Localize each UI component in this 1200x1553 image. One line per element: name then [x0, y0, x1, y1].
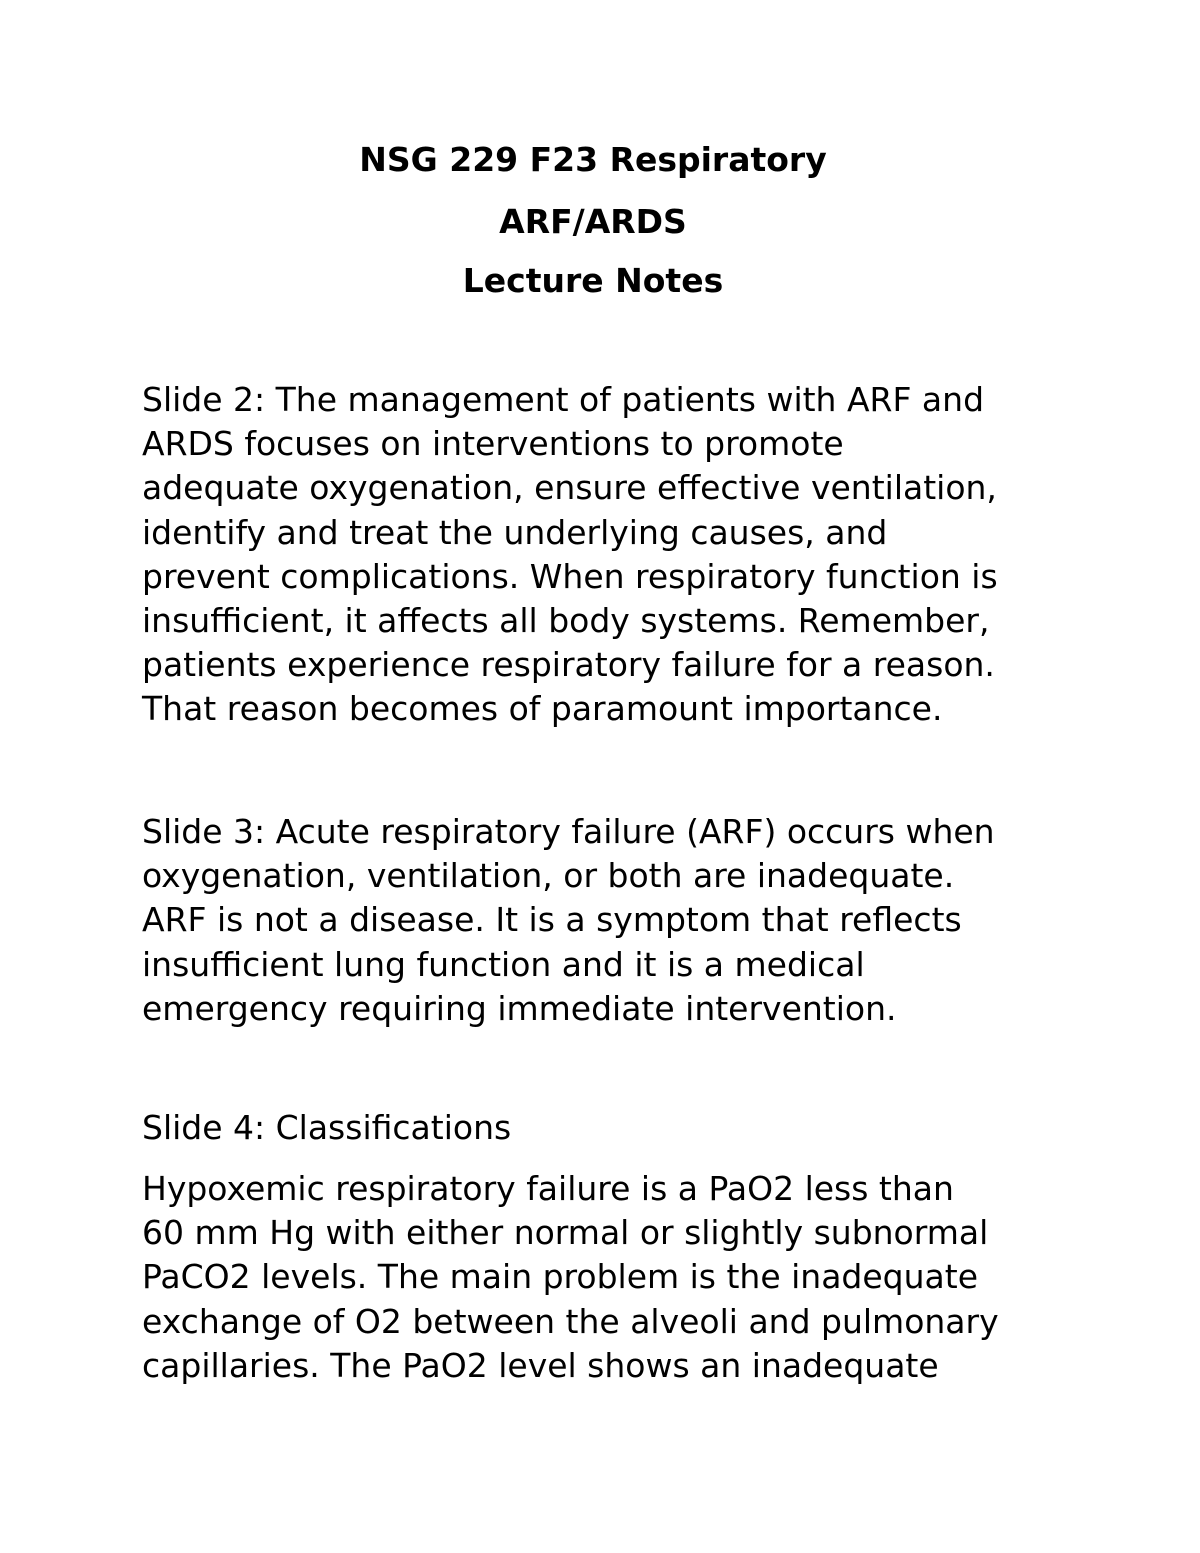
text-line: patients experience respiratory failure for a reason.: [142, 645, 995, 685]
paragraph-slide-3: [142, 810, 1102, 1031]
text-line: insufficient, it affects all body systems. Remember,: [142, 600, 990, 640]
text-line: insufficient lung function and it is a medical: [142, 944, 865, 984]
paragraph-slide-4-heading: [142, 1106, 1102, 1150]
text-line: 60 mm Hg with either normal or slightly subnormal: [142, 1213, 989, 1253]
document-heading-lecture-notes: Lecture Notes: [462, 261, 724, 300]
text-line: identify and treat the underlying causes, and: [142, 512, 888, 552]
text-line: Slide 4: Classifications: [142, 1108, 512, 1147]
text-line: Slide 2: The management of patients with ARF and: [142, 380, 985, 419]
document-subtitle: ARF/ARDS: [499, 202, 687, 241]
text-line: Hypoxemic respiratory failure is a PaO2 less than: [142, 1169, 954, 1208]
text-line: prevent complications. When respiratory function is: [142, 556, 998, 596]
text-line: Slide 3: Acute respiratory failure (ARF) occurs when: [142, 812, 995, 851]
text-line: exchange of O2 between the alveoli and pulmonary: [142, 1301, 999, 1341]
paragraph-slide-2: [142, 378, 1102, 732]
text-line: oxygenation, ventilation, or both are inadequate.: [142, 856, 955, 896]
document-title: NSG 229 F23 Respiratory: [359, 140, 827, 179]
text-line: adequate oxygenation, ensure effective ventilation,: [142, 468, 997, 508]
text-line: ARDS focuses on interventions to promote: [142, 424, 844, 464]
text-line: That reason becomes of paramount importance.: [142, 689, 943, 729]
text-line: emergency requiring immediate intervention.: [142, 988, 897, 1028]
text-line: PaCO2 levels. The main problem is the inadequate: [142, 1257, 979, 1297]
paragraph-hypoxemic-failure: [142, 1167, 1102, 1388]
text-line: capillaries. The PaO2 level shows an inadequate: [142, 1345, 939, 1385]
text-line: ARF is not a disease. It is a symptom that reflects: [142, 900, 962, 940]
